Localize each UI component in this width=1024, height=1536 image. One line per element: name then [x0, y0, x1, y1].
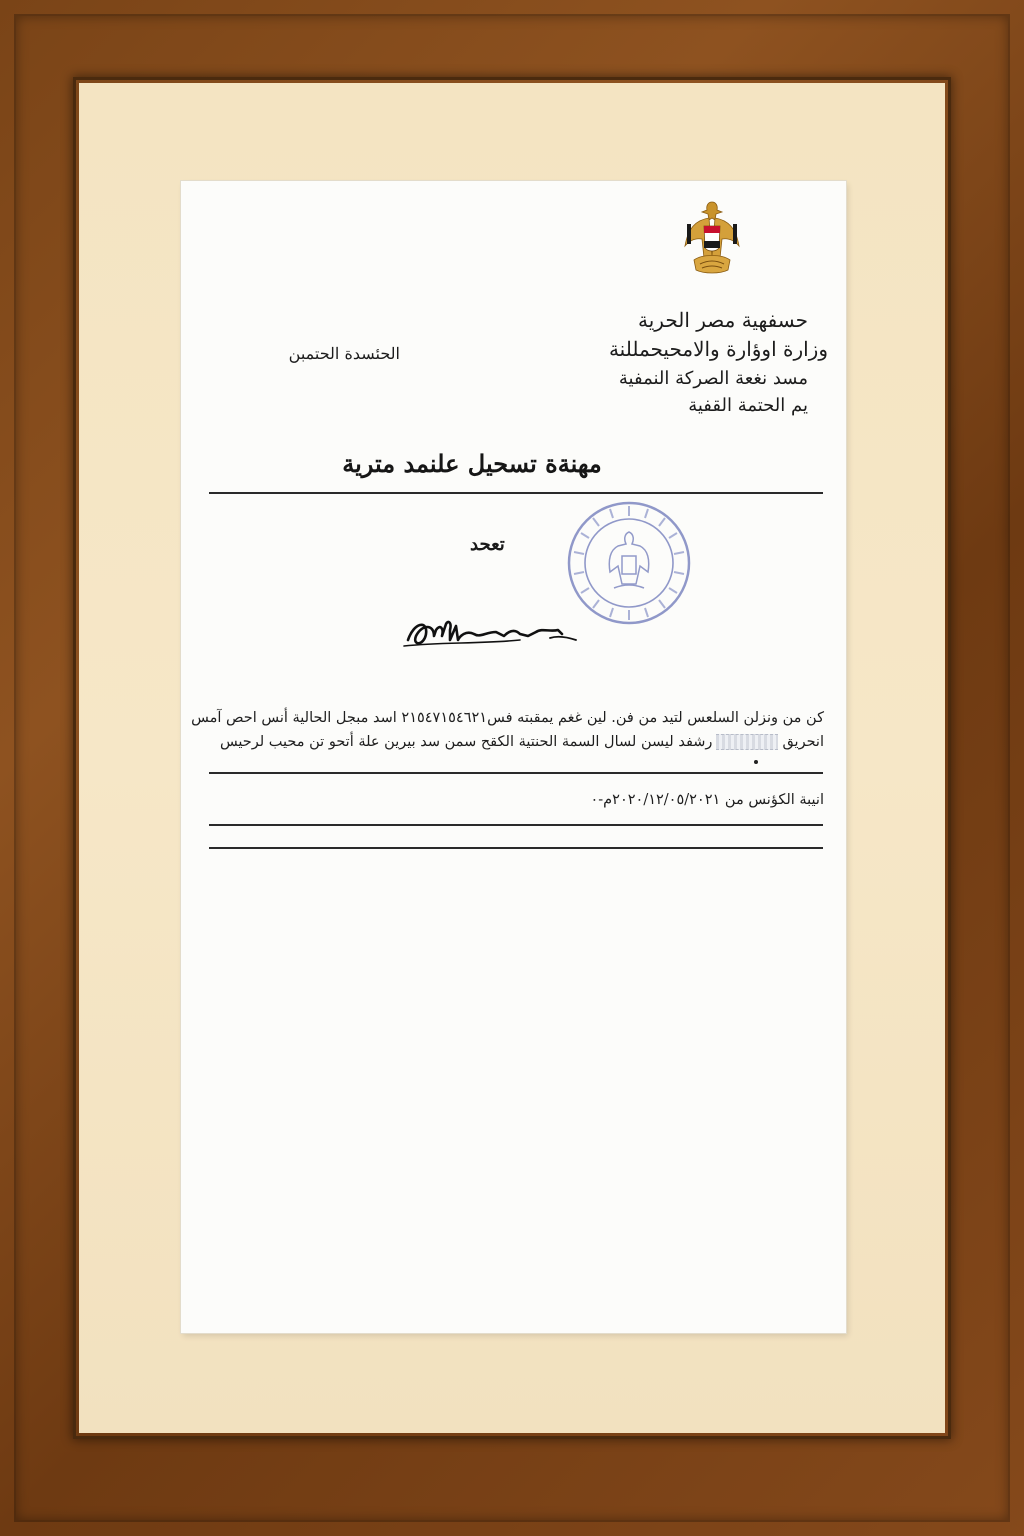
- title-rule: [209, 492, 823, 494]
- signature: [400, 610, 590, 660]
- header-line-2: وزارة اوؤارة والامحيحمللنة: [608, 337, 828, 361]
- document-title: مهنةة تسحيل علنمد مترية: [342, 449, 602, 478]
- document-title-wrap: [0, 449, 1024, 478]
- document-subtitle: تعحد: [470, 534, 505, 555]
- header-line-4: يم الحتمة القفية: [688, 395, 808, 416]
- body-rule-1: [209, 772, 823, 774]
- redacted-field: [716, 734, 778, 750]
- body-line-2: [220, 734, 824, 750]
- eagle-emblem-icon: [682, 198, 742, 280]
- date-line: انيبة الكؤنس من ٢٠٢٠/١٢/٠٥/٢٠٢١م-٠: [590, 792, 824, 808]
- body-line-1: كن من ونزلن السلعس لتيد من فن. لين غغم يمقبته فس٢١٥٤٧١٥٤٦٢١ اسد مبجل الحالية أنس احص آمس: [191, 710, 824, 726]
- date-rule-1: [209, 824, 823, 826]
- body-line-2-start: انحريق: [782, 734, 824, 750]
- dot-mark: [754, 760, 758, 764]
- official-seal-icon: [566, 500, 692, 626]
- header-line-3: مسد نغعة الصركة النمفية: [618, 368, 808, 389]
- body-line-2-end: رشفد ليسن لسال السمة الحنتية الكقح سمن سد بيرين علة أتحو تن محيب لرحيس: [219, 734, 713, 750]
- header-line-1: حسفهية مصر الحرية: [638, 308, 808, 332]
- header-left-label: الحئسدة الحتمبن: [288, 344, 400, 363]
- date-rule-2: [209, 847, 823, 849]
